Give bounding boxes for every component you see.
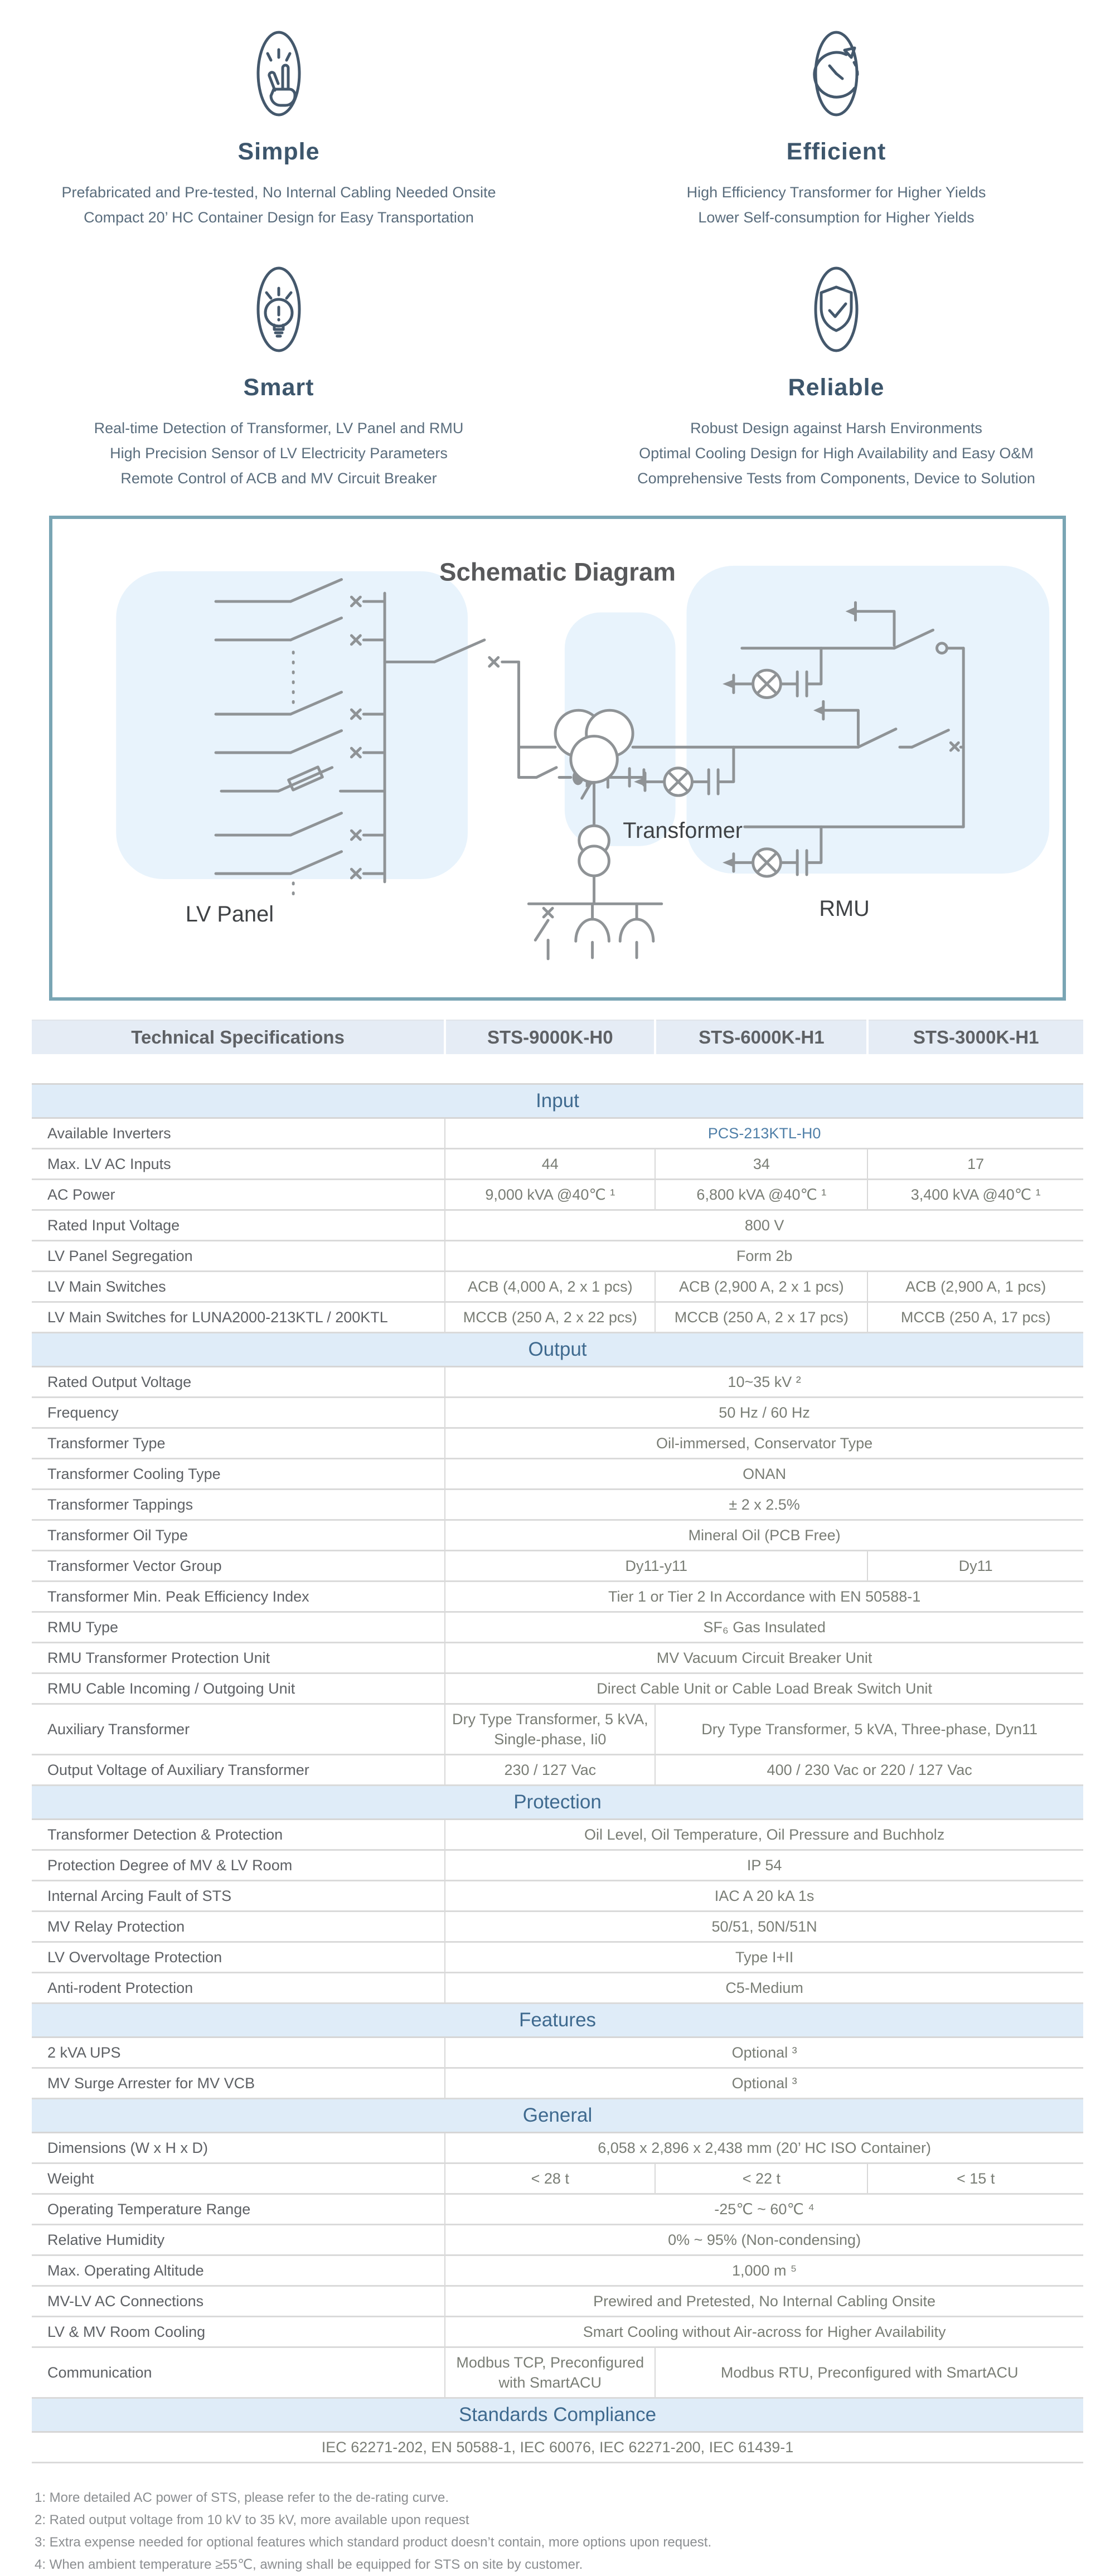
- spec-label-cell: Protection Degree of MV & LV Room: [32, 1850, 445, 1881]
- spec-value-cell: SF₆ Gas Insulated: [445, 1612, 1083, 1643]
- spec-value-cell: 6,800 kVA @40℃ ¹: [655, 1180, 867, 1210]
- feature-line: Lower Self-consumption for Higher Yields: [698, 209, 975, 226]
- section-title: General: [32, 2099, 1083, 2133]
- spec-value-cell: Optional ³: [445, 2068, 1083, 2099]
- spec-value-cell: ± 2 x 2.5%: [445, 1490, 1083, 1520]
- spec-value-cell: MCCB (250 A, 17 pcs): [867, 1302, 1083, 1333]
- footnote: 1: More detailed AC power of STS, please refer to the de-rating curve.: [35, 2490, 449, 2505]
- spec-row: [32, 1180, 1083, 1210]
- spec-value-cell: 17: [867, 1149, 1083, 1180]
- spec-value-cell: 9,000 kVA @40℃ ¹: [445, 1180, 655, 1210]
- feature-line: Comprehensive Tests from Components, Device to Solution: [637, 470, 1035, 487]
- spec-value-cell: 50 Hz / 60 Hz: [445, 1398, 1083, 1428]
- section-title: Features: [32, 2003, 1083, 2037]
- spec-value-cell: 50/51, 50N/51N: [445, 1912, 1083, 1942]
- spec-value-cell: MCCB (250 A, 2 x 17 pcs): [655, 1302, 867, 1333]
- spec-value-cell: Mineral Oil (PCB Free): [445, 1520, 1083, 1551]
- spec-row: [32, 1973, 1083, 2003]
- feature-description: [62, 180, 496, 230]
- spec-value-cell: Modbus TCP, Preconfigured with SmartACU: [445, 2347, 655, 2398]
- footnote: 3: Extra expense needed for optional features which standard product doesn’t contain, more options upon request.: [35, 2535, 712, 2550]
- spec-value-cell: Tier 1 or Tier 2 In Accordance with EN 50588-1: [445, 1582, 1083, 1612]
- shield-check-icon: [792, 255, 881, 364]
- section-row: [32, 1333, 1083, 1367]
- feature-smart: [0, 255, 558, 491]
- spec-label-cell: Transformer Cooling Type: [32, 1459, 445, 1490]
- spec-value-cell: IP 54: [445, 1850, 1083, 1881]
- spec-value-cell: Smart Cooling without Air-across for Higher Availability: [445, 2317, 1083, 2347]
- spec-value-cell: 0% ~ 95% (Non-condensing): [445, 2225, 1083, 2255]
- spec-label-cell: Transformer Min. Peak Efficiency Index: [32, 1582, 445, 1612]
- spec-value-cell: Modbus RTU, Preconfigured with SmartACU: [655, 2347, 1083, 2398]
- feature-reliable: [558, 255, 1115, 491]
- spec-label-cell: Rated Input Voltage: [32, 1210, 445, 1241]
- spec-label-cell: Dimensions (W x H x D): [32, 2133, 445, 2163]
- feature-title: Smart: [243, 374, 314, 401]
- spec-row: [32, 2286, 1083, 2317]
- spec-row: [32, 1118, 1083, 1149]
- spec-label-cell: LV & MV Room Cooling: [32, 2317, 445, 2347]
- spec-value-cell: < 15 t: [867, 2163, 1083, 2194]
- spec-row: [32, 1490, 1083, 1520]
- spec-label-cell: Transformer Detection & Protection: [32, 1820, 445, 1850]
- spec-row: [32, 1302, 1083, 1333]
- feature-line: High Precision Sensor of LV Electricity Parameters: [110, 445, 448, 462]
- spec-value-cell: < 28 t: [445, 2163, 655, 2194]
- spec-header-table: [32, 1020, 1083, 1054]
- spec-row: [32, 1673, 1083, 1704]
- spec-label-cell: Transformer Vector Group: [32, 1551, 445, 1582]
- spec-label-cell: Weight: [32, 2163, 445, 2194]
- spec-row: [32, 2317, 1083, 2347]
- spec-row: [32, 2068, 1083, 2099]
- feature-title: Reliable: [788, 374, 885, 401]
- spec-label-cell: Available Inverters: [32, 1118, 445, 1149]
- spec-value-cell: Optional ³: [445, 2037, 1083, 2068]
- spec-table: [32, 1083, 1083, 2463]
- spec-label-cell: AC Power: [32, 1180, 445, 1210]
- spec-value-cell: Prewired and Pretested, No Internal Cabling Onsite: [445, 2286, 1083, 2317]
- spec-label-cell: MV Surge Arrester for MV VCB: [32, 2068, 445, 2099]
- footnotes: [35, 2487, 1080, 2576]
- spec-value-cell: Type I+II: [445, 1942, 1083, 1973]
- spec-label-cell: Transformer Oil Type: [32, 1520, 445, 1551]
- spec-value-cell: 34: [655, 1149, 867, 1180]
- feature-line: Remote Control of ACB and MV Circuit Breaker: [120, 470, 437, 487]
- spec-row: [32, 1820, 1083, 1850]
- spec-row: [32, 1272, 1083, 1302]
- spec-value-cell: 44: [445, 1149, 655, 1180]
- spec-row: [32, 1643, 1083, 1673]
- section-row: [32, 2099, 1083, 2133]
- spec-value-cell: Dry Type Transformer, 5 kVA, Three-phase, Dyn11: [655, 1704, 1083, 1755]
- spec-label-cell: 2 kVA UPS: [32, 2037, 445, 2068]
- spec-label-cell: RMU Type: [32, 1612, 445, 1643]
- rmu-label: RMU: [819, 896, 870, 921]
- spec-row: [32, 1428, 1083, 1459]
- lv-panel-label: LV Panel: [185, 902, 274, 926]
- spec-row: [32, 1520, 1083, 1551]
- section-row: [32, 1084, 1083, 1118]
- spec-value-cell: ACB (2,900 A, 2 x 1 pcs): [655, 1272, 867, 1302]
- feature-description: [94, 416, 464, 491]
- spec-row: [32, 2133, 1083, 2163]
- spec-value-cell: MV Vacuum Circuit Breaker Unit: [445, 1643, 1083, 1673]
- spec-header-model-1: STS-9000K-H0: [445, 1020, 655, 1054]
- spec-row: [32, 1755, 1083, 1786]
- features-section: [0, 0, 1115, 491]
- spec-row: [32, 1704, 1083, 1755]
- spec-row: [32, 1912, 1083, 1942]
- feature-line: Prefabricated and Pre-tested, No Internal Cabling Needed Onsite: [61, 184, 496, 201]
- spec-label-cell: Auxiliary Transformer: [32, 1704, 445, 1755]
- spec-value-cell: 230 / 127 Vac: [445, 1755, 655, 1786]
- spec-section: [32, 1020, 1083, 2463]
- spec-value-cell: 10~35 kV ²: [445, 1367, 1083, 1398]
- spec-value-cell: ACB (2,900 A, 1 pcs): [867, 1272, 1083, 1302]
- lv-panel-region: [116, 571, 468, 879]
- spec-value-cell: Oil-immersed, Conservator Type: [445, 1428, 1083, 1459]
- section-row: [32, 2398, 1083, 2432]
- spec-label-cell: LV Overvoltage Protection: [32, 1942, 445, 1973]
- spec-row: [32, 1241, 1083, 1272]
- spec-row: [32, 1210, 1083, 1241]
- spec-label-cell: Max. LV AC Inputs: [32, 1149, 445, 1180]
- feature-line: Real-time Detection of Transformer, LV Panel and RMU: [94, 420, 464, 436]
- spec-label-cell: Relative Humidity: [32, 2225, 445, 2255]
- spec-row: [32, 1398, 1083, 1428]
- spec-row: [32, 1551, 1083, 1582]
- spec-label-cell: MV-LV AC Connections: [32, 2286, 445, 2317]
- snap-fingers-icon: [234, 19, 323, 128]
- spec-value-cell: C5-Medium: [445, 1973, 1083, 2003]
- feature-description: [687, 180, 986, 230]
- spec-row: [32, 1582, 1083, 1612]
- spec-value-cell: 3,400 kVA @40℃ ¹: [867, 1180, 1083, 1210]
- smart-bulb-icon: [234, 255, 323, 364]
- spec-label-cell: Rated Output Voltage: [32, 1367, 445, 1398]
- spec-label-cell: MV Relay Protection: [32, 1912, 445, 1942]
- section-title: Output: [32, 1333, 1083, 1367]
- spec-value-cell: IEC 62271-202, EN 50588-1, IEC 60076, IEC 62271-200, IEC 61439-1: [32, 2432, 1083, 2463]
- feature-line: High Efficiency Transformer for Higher Yields: [686, 184, 986, 201]
- spec-row: [32, 2163, 1083, 2194]
- efficiency-clock-icon: [792, 19, 881, 128]
- feature-title: Simple: [237, 138, 320, 165]
- spec-row: [32, 1850, 1083, 1881]
- spec-label-cell: Transformer Type: [32, 1428, 445, 1459]
- spec-row: [32, 2255, 1083, 2286]
- spec-value-cell: 400 / 230 Vac or 220 / 127 Vac: [655, 1755, 1083, 1786]
- spec-value-cell: Form 2b: [445, 1241, 1083, 1272]
- spec-header-model-3: STS-3000K-H1: [867, 1020, 1083, 1054]
- spec-value-cell: Oil Level, Oil Temperature, Oil Pressure and Buchholz: [445, 1820, 1083, 1850]
- section-title: Protection: [32, 1786, 1083, 1820]
- transformer-label: Transformer: [623, 818, 743, 843]
- spec-value-cell: -25℃ ~ 60℃ ⁴: [445, 2194, 1083, 2225]
- spec-label-cell: Transformer Tappings: [32, 1490, 445, 1520]
- spec-label-cell: LV Main Switches for LUNA2000-213KTL / 200KTL: [32, 1302, 445, 1333]
- spec-value-cell: < 22 t: [655, 2163, 867, 2194]
- feature-line: Compact 20’ HC Container Design for Easy Transportation: [84, 209, 474, 226]
- spec-row: [32, 2347, 1083, 2398]
- spec-label-cell: Output Voltage of Auxiliary Transformer: [32, 1755, 445, 1786]
- spec-label-cell: LV Main Switches: [32, 1272, 445, 1302]
- spec-value-cell: Dy11-y11: [445, 1551, 867, 1582]
- spec-value-cell: Dy11: [867, 1551, 1083, 1582]
- spec-value-cell: 800 V: [445, 1210, 1083, 1241]
- spec-label-cell: Operating Temperature Range: [32, 2194, 445, 2225]
- spec-label-cell: LV Panel Segregation: [32, 1241, 445, 1272]
- spec-value-cell: ONAN: [445, 1459, 1083, 1490]
- aux-distribution-symbols: [529, 904, 661, 959]
- feature-simple: [0, 19, 558, 230]
- spec-value-cell: Direct Cable Unit or Cable Load Break Switch Unit: [445, 1673, 1083, 1704]
- spec-value-cell: PCS-213KTL-H0: [445, 1118, 1083, 1149]
- spec-label-cell: RMU Cable Incoming / Outgoing Unit: [32, 1673, 445, 1704]
- spec-row: [32, 1367, 1083, 1398]
- footnote: 4: When ambient temperature ≥55℃, awning shall be equipped for STS on site by customer.: [35, 2557, 583, 2572]
- spec-value-cell: Dry Type Transformer, 5 kVA, Single-phase, Ii0: [445, 1704, 655, 1755]
- spec-value-cell: MCCB (250 A, 2 x 22 pcs): [445, 1302, 655, 1333]
- spec-header-model-2: STS-6000K-H1: [655, 1020, 867, 1054]
- feature-line: Optimal Cooling Design for High Availability and Easy O&M: [639, 445, 1034, 462]
- spec-row: [32, 1612, 1083, 1643]
- section-row: [32, 1786, 1083, 1820]
- footnote: 2: Rated output voltage from 10 kV to 35 kV, more available upon request: [35, 2512, 469, 2528]
- section-row: [32, 2003, 1083, 2037]
- feature-efficient: [558, 19, 1115, 230]
- section-title: Standards Compliance: [32, 2398, 1083, 2432]
- spec-value-cell: ACB (4,000 A, 2 x 1 pcs): [445, 1272, 655, 1302]
- spec-row: [32, 2037, 1083, 2068]
- spec-label-cell: Frequency: [32, 1398, 445, 1428]
- feature-title: Efficient: [786, 138, 886, 165]
- spec-label-cell: Internal Arcing Fault of STS: [32, 1881, 445, 1912]
- spec-value-cell: IAC A 20 kA 1s: [445, 1881, 1083, 1912]
- spec-label-cell: Communication: [32, 2347, 445, 2398]
- spec-value-cell: 6,058 x 2,896 x 2,438 mm (20’ HC ISO Container): [445, 2133, 1083, 2163]
- feature-line: Robust Design against Harsh Environments: [690, 420, 982, 436]
- feature-description: [637, 416, 1035, 491]
- schematic-diagram: [49, 516, 1066, 1001]
- spec-value-cell: 1,000 m ⁵: [445, 2255, 1083, 2286]
- spec-label-cell: Anti-rodent Protection: [32, 1973, 445, 2003]
- spec-row: [32, 1881, 1083, 1912]
- spec-header-title: Technical Specifications: [32, 1020, 445, 1054]
- spec-row: [32, 2225, 1083, 2255]
- spec-row: [32, 1459, 1083, 1490]
- section-title: Input: [32, 1084, 1083, 1118]
- diagram-title: Schematic Diagram: [439, 557, 676, 586]
- spec-label-cell: Max. Operating Altitude: [32, 2255, 445, 2286]
- spec-row: [32, 2194, 1083, 2225]
- spec-label-cell: RMU Transformer Protection Unit: [32, 1643, 445, 1673]
- spec-row: [32, 2432, 1083, 2463]
- spec-row: [32, 1942, 1083, 1973]
- spec-row: [32, 1149, 1083, 1180]
